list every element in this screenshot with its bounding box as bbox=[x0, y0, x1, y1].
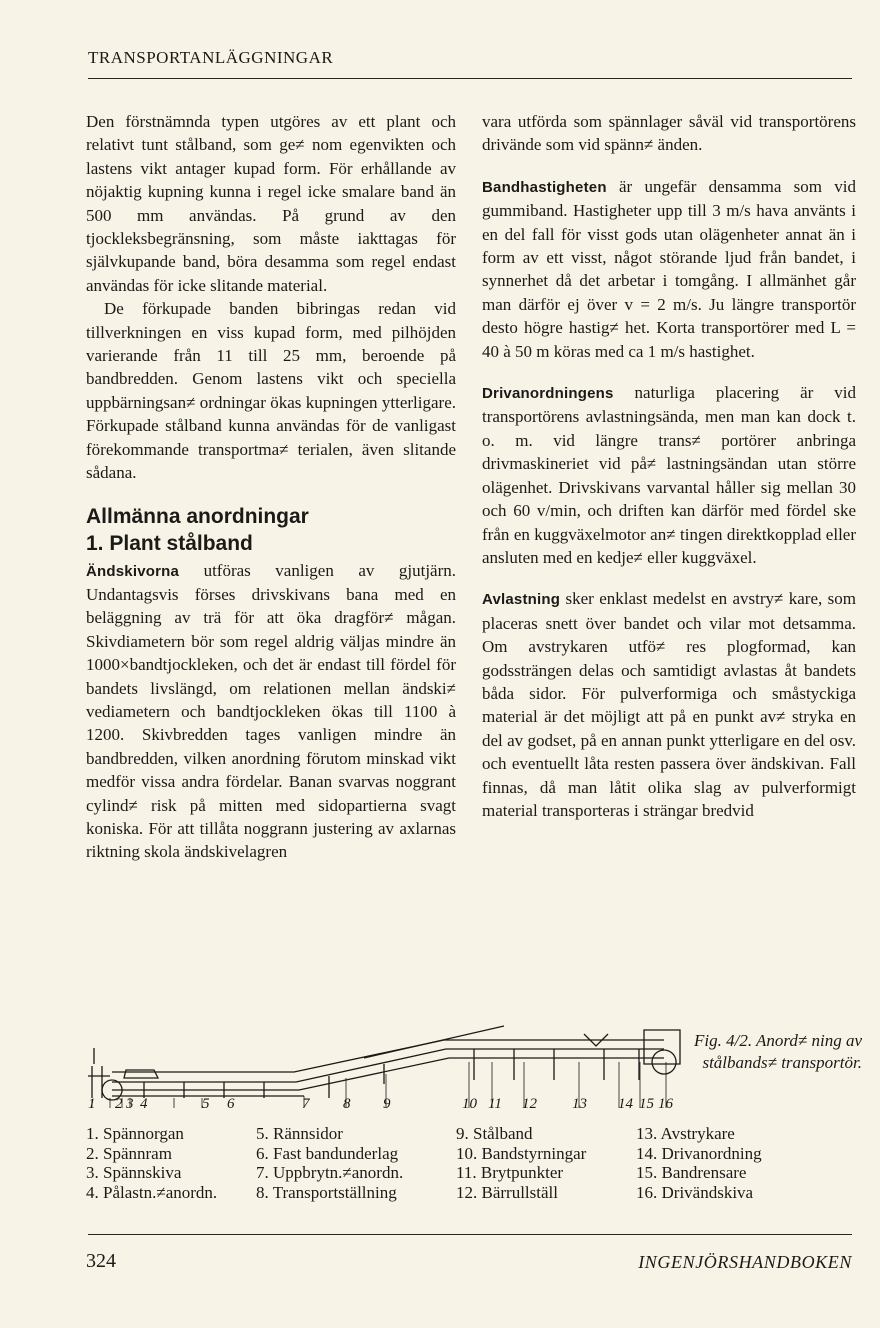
figure-number-4: 4 bbox=[140, 1096, 148, 1112]
upper-guide bbox=[364, 1026, 504, 1058]
figure-number-1: 1 bbox=[88, 1096, 96, 1112]
legend-item: 15. Bandrensare bbox=[636, 1163, 747, 1182]
figure-number-15: 15 bbox=[639, 1096, 654, 1112]
header-rule bbox=[88, 78, 852, 79]
legend-item: 3. Spännskiva bbox=[86, 1163, 182, 1182]
run-in-heading-drive: Drivanordningens bbox=[482, 385, 614, 403]
figure-number-6: 6 bbox=[227, 1096, 235, 1112]
legend-item: 2. Spännram bbox=[86, 1143, 172, 1163]
drive-housing bbox=[644, 1030, 680, 1064]
run-in-heading-discharge: Avlastning bbox=[482, 591, 561, 609]
legend-item: 16. Drivändskiva bbox=[636, 1182, 754, 1202]
page-number: 324 bbox=[86, 1250, 116, 1272]
legend-item: 6. Fast bandunderlag bbox=[256, 1143, 399, 1163]
paragraph-discharge bbox=[482, 587, 856, 822]
figure-number-12: 12 bbox=[522, 1096, 537, 1112]
section-heading: Allmänna anordningar bbox=[86, 504, 309, 528]
figure-number-7: 7 bbox=[302, 1096, 310, 1112]
figure-number-3: 3 bbox=[126, 1096, 134, 1112]
band-lower bbox=[112, 1040, 664, 1072]
right-column bbox=[482, 110, 856, 822]
figure-number-13: 13 bbox=[572, 1096, 587, 1112]
run-in-heading-band-speed: Bandhastigheten bbox=[482, 178, 607, 196]
legend-item: 1. Spännorgan bbox=[86, 1124, 184, 1143]
legend-item: 10. Bandstyrningar bbox=[456, 1143, 587, 1163]
paragraph-self-cupping-band: Den förstnämnda typen utgöres av ett plant och relativt tunt stålband, som ge≠ nom egenvikten och lastens vikt antager kupad form. För erhållande av nöjaktig kupning kunna i regel icke smalare band än 500 mm användas. På grund av den tjockleksbegränsning, som måste iakttagas för självkupande band, böra desamma som regel endast användas för icke slitande material. bbox=[86, 112, 456, 295]
figure-number-8: 8 bbox=[343, 1096, 351, 1112]
legend-item: 14. Drivanordning bbox=[636, 1143, 762, 1163]
loading-chute bbox=[124, 1070, 158, 1078]
drive-text: naturliga placering är vid transportörens avlastningsända, men man kan dock t. o. m. vid längre trans≠ portörer anbringa drivmaskineriet vid på≠ lastningsändan utan större olägenhet. Drivskivans varvantal håller sig mellan 30 och 60 v/min, och driften kan därför med fördel ske från en kuggväxelmotor an≠ tingen direktkopplad eller ansluten med en kedje≠ eller kuggväxel. bbox=[482, 383, 856, 567]
legend-item: 11. Brytpunkter bbox=[456, 1163, 564, 1182]
paragraph-drive bbox=[482, 381, 856, 569]
figure-number-5: 5 bbox=[202, 1096, 210, 1112]
running-header: TRANSPORTANLÄGGNINGAR bbox=[88, 48, 334, 67]
legend-item: 8. Transportställning bbox=[256, 1182, 397, 1202]
run-in-heading-end-pulleys: Ändskivorna bbox=[86, 562, 180, 580]
drive-pulley bbox=[652, 1050, 676, 1074]
left-column bbox=[86, 110, 456, 864]
figure-number-11: 11 bbox=[488, 1096, 502, 1112]
figure-caption: Fig. 4/2. Anord≠ ning av stålbands≠ transportör. bbox=[694, 1031, 862, 1072]
figure-number-14: 14 bbox=[618, 1096, 633, 1112]
footer-title: INGENJÖRSHANDBOKEN bbox=[638, 1252, 852, 1272]
legend-item: 7. Uppbrytn.≠anordn. bbox=[256, 1163, 404, 1182]
discharge-text: sker enklast medelst en avstry≠ kare, som placeras snett över bandet och vilar mot detsamma. Om avstrykaren utfö≠ res plogformad, kan godssträngen delas och samtidigt avlastas åt bandets båda sidor. För pulverformiga och småstyckiga material är det möjligt att på en punkt av≠ stryka en del av godset, på en annan punkt ytterligare en del osv. och eventuellt låta resten passera över ändskivan. Fall finnas, då man låtit olika slag av pulverformigt material transporteras i strängar bredvid bbox=[482, 589, 856, 820]
legend-column-2 bbox=[256, 1124, 403, 1202]
legend-column-3 bbox=[456, 1124, 586, 1202]
supports bbox=[144, 1049, 639, 1098]
paragraph-pre-cupped-band: De förkupade banden bibringas redan vid tillverkningen en viss kupad form, med pilhöjden varierande från 11 till 25 mm, beroende på bandbredden. Genom lastens vikt och speciella uppbärningsan≠ ordningar ökas kupningen ytterligare. Förkupade stålband kunna användas för de vanligast förekommande transportma≠ terialen, även slitande sådana. bbox=[86, 299, 456, 483]
tension-frame bbox=[88, 1048, 110, 1098]
figure-number-16: 16 bbox=[658, 1096, 673, 1112]
footer-rule bbox=[88, 1234, 852, 1235]
figure-number-2: 2 bbox=[115, 1096, 123, 1112]
paragraph-band-speed bbox=[482, 175, 856, 363]
band-return bbox=[112, 1058, 664, 1090]
paragraph-bearings: vara utförda som spännlager såväl vid transportörens drivände som vid spänn≠ änden. bbox=[482, 112, 856, 155]
band-speed-text: är ungefär densamma som vid gummiband. Hastigheter upp till 3 m/s hava använts i en del fall för visst gods utan olägenheter annat än i form av ett visst, något störande ljud från bandet, i synnerhet då det arbetar i tomgång. I allmänhet går man därför ej över v = 2 m/s. Ju längre transportör desto högre hastig≠ het. Korta transportörer med L = 40 à 50 m köras med ca 1 m/s hastighet. bbox=[482, 176, 856, 361]
legend-item: 12. Bärrullställ bbox=[456, 1182, 558, 1202]
legend-item: 5. Rännsidor bbox=[256, 1124, 343, 1143]
end-pulleys-text: utföras vanligen av gjutjärn. Undantagsvis förses drivskivans bana med en beläggning av trä för att öka dragför≠ mågan. Skivdiametern bör som regel aldrig väljas mindre än 1000×bandtjockleken, och det är endast till fördel för bandets livslängd, om relationen mellan ändski≠ vediametern och bandtjockleken ökas till 1100 à 1200. Skivbredden tages vanligen mindre än bandbredden, vilken anordning förutom minskad vikt medför vissa andra fördelar. Banan svarvas noggrant cylind≠ risk på mitten med sidopartierna svagt koniska. För att tillåta noggrann justering av axlarnas riktning skola ändskivelagren bbox=[86, 560, 456, 862]
legend-item: 13. Avstrykare bbox=[636, 1124, 735, 1143]
paragraph-end-pulleys bbox=[86, 559, 456, 864]
legend-item: 4. Pålastn.≠anordn. bbox=[86, 1182, 218, 1202]
figure-number-9: 9 bbox=[383, 1096, 391, 1112]
figure-number-10: 10 bbox=[462, 1096, 477, 1112]
subsection-heading: 1. Plant stålband bbox=[86, 531, 253, 555]
frame-lower bbox=[112, 1049, 664, 1082]
legend-column-1 bbox=[86, 1124, 217, 1202]
legend-item: 9. Stålband bbox=[456, 1124, 533, 1143]
legend-column-4 bbox=[636, 1124, 762, 1202]
